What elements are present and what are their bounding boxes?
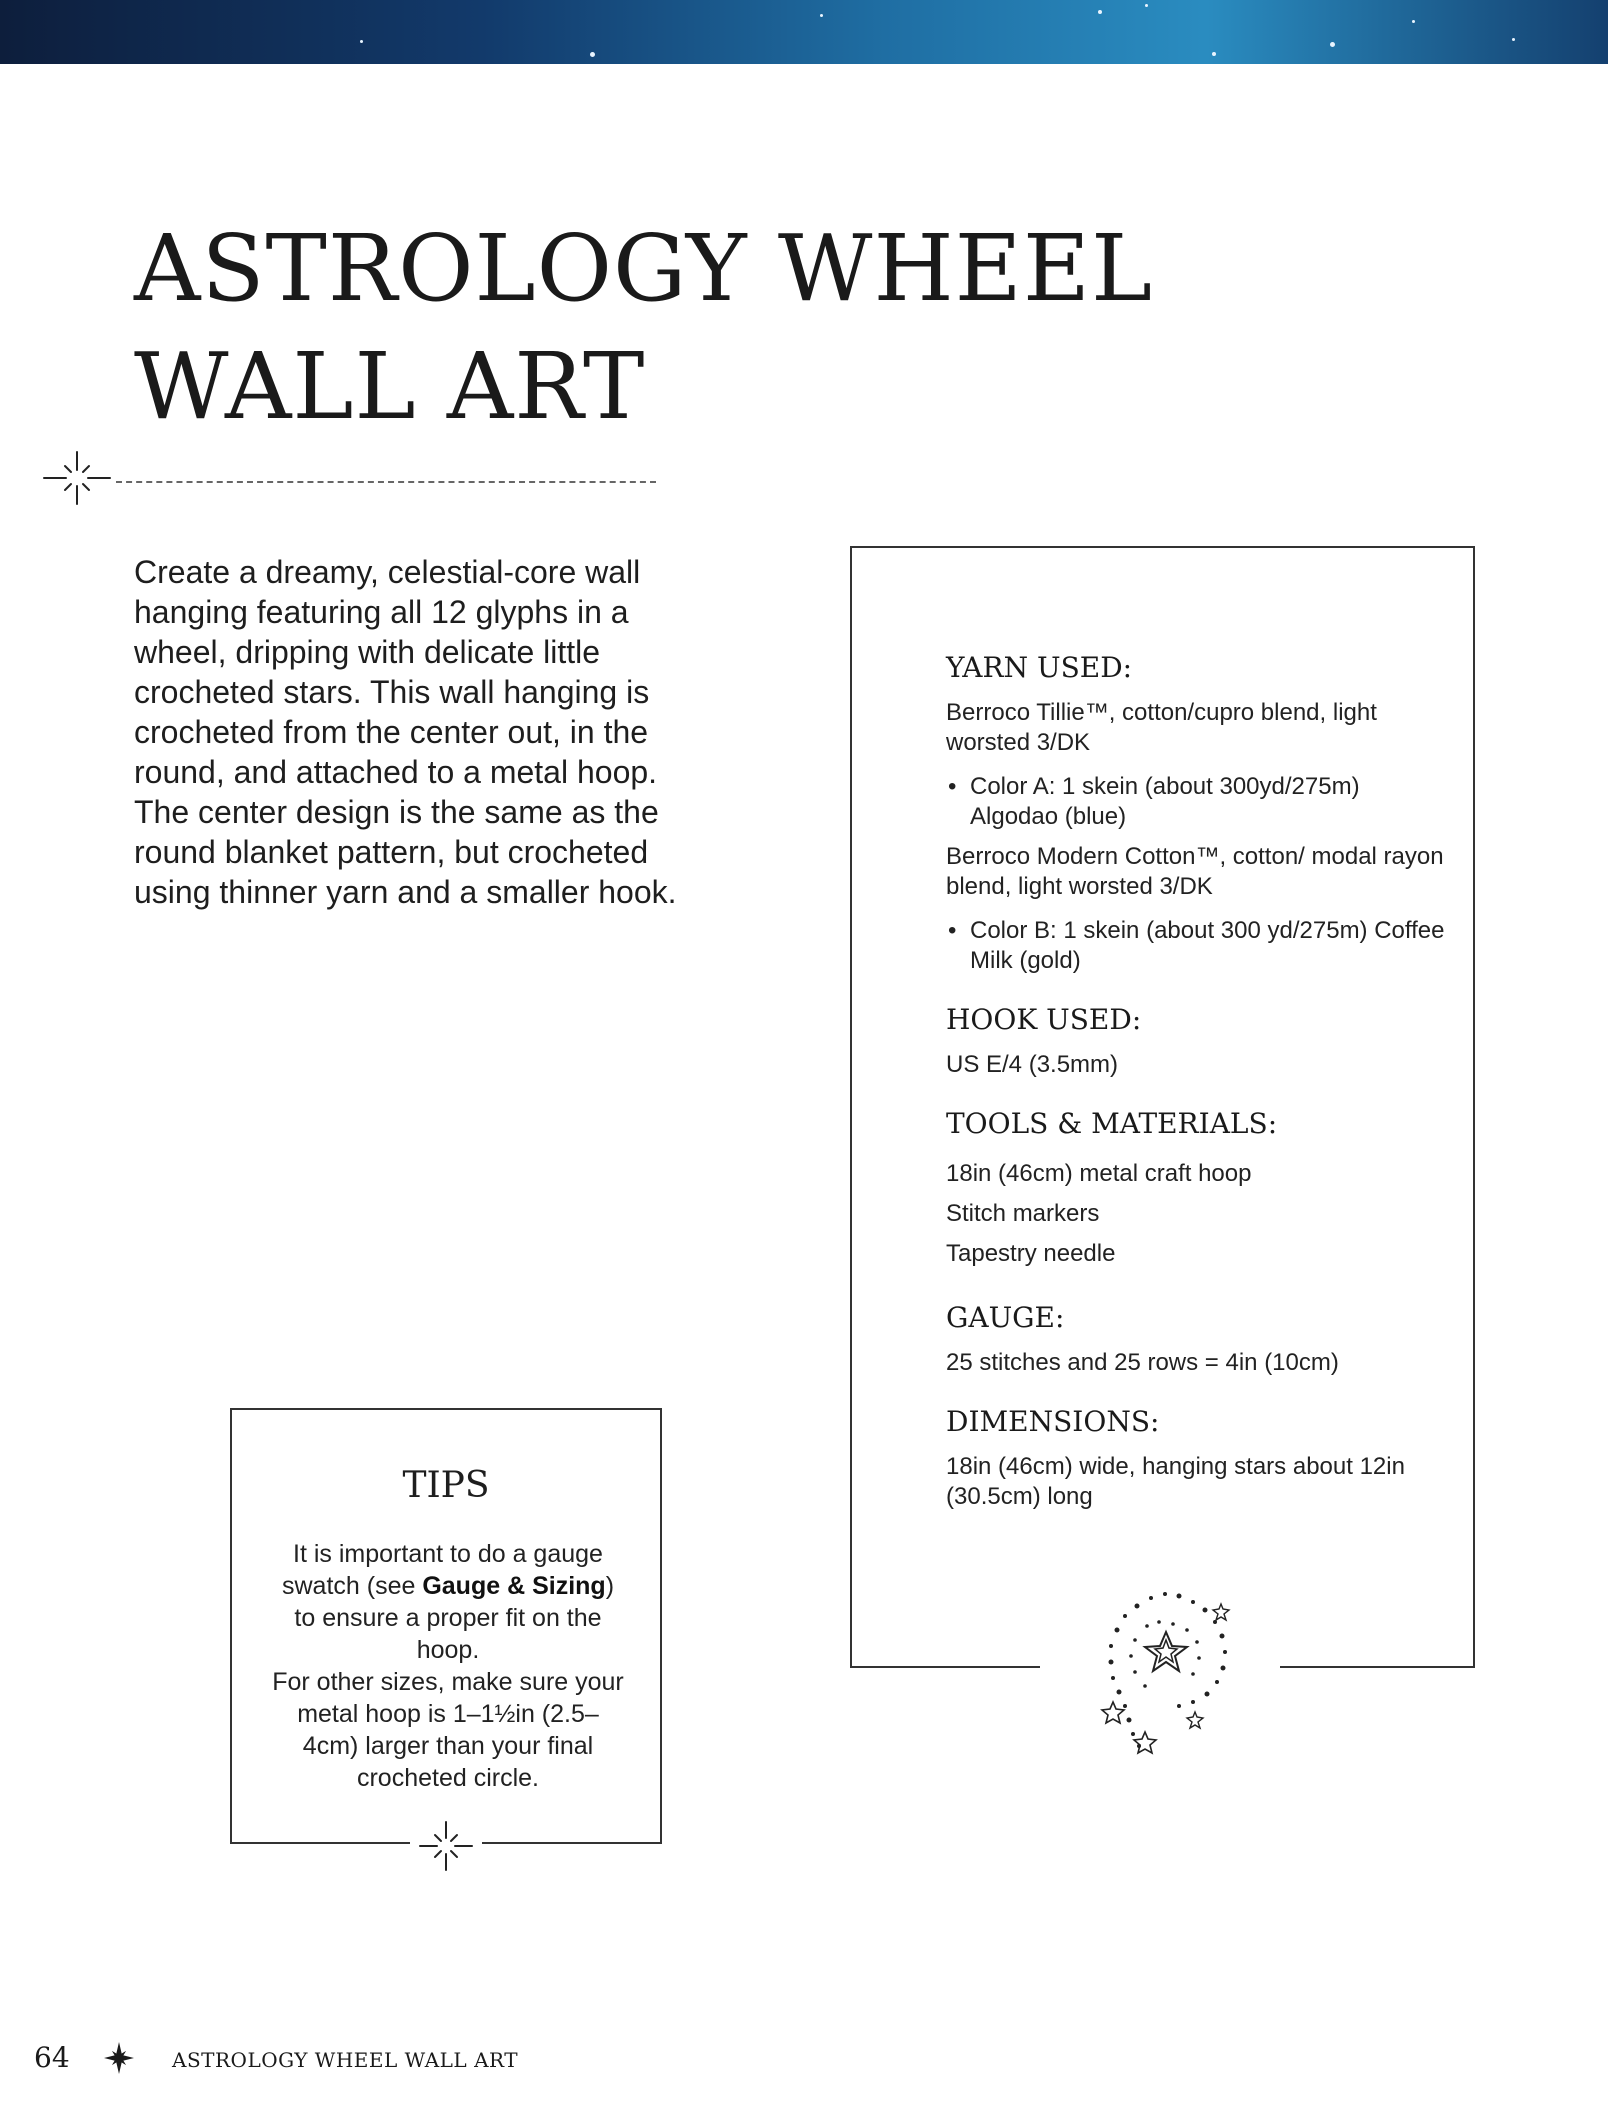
running-head: ASTROLOGY WHEEL WALL ART	[172, 2048, 519, 2072]
yarn-1-color-item: • Color A: 1 skein (about 300yd/275m) Algodao (blue)	[948, 773, 1360, 830]
title-line-2: WALL ART	[134, 333, 646, 440]
page-number: 64	[34, 2041, 70, 2074]
dashed-divider	[116, 481, 656, 483]
dimensions-value: 18in (46cm) wide, hanging stars about 12in (30.5cm) long	[946, 1453, 1405, 1510]
yarn-heading: YARN USED:	[946, 651, 1133, 684]
dimensions-heading: DIMENSIONS:	[946, 1405, 1160, 1438]
dimensions-section	[946, 1404, 1446, 1512]
gauge-section	[946, 1300, 1446, 1378]
tools-item: Stitch markers	[946, 1200, 1100, 1227]
yarn-2-color-item: • Color B: 1 skein (about 300 yd/275m) Coffee Milk (gold)	[948, 917, 1445, 974]
intro-paragraph: Create a dreamy, celestial-core wall hanging featuring all 12 glyphs in a wheel, dripping with delicate little crocheted stars. This wall hanging is crocheted from the center out, in the round, and attached to a metal hoop. The center design is the same as the round blanket pattern, but crocheted using thinner yarn and a smaller hook.	[134, 554, 677, 910]
tools-heading: TOOLS & MATERIALS:	[946, 1107, 1278, 1140]
tools-item: Tapestry needle	[946, 1240, 1116, 1267]
yarn-2-description: Berroco Modern Cotton™, cotton/ modal rayon blend, light worsted 3/DK	[946, 843, 1444, 900]
gauge-value: 25 stitches and 25 rows = 4in (10cm)	[946, 1349, 1339, 1376]
header-starfield-band	[0, 0, 1608, 64]
yarn-1-description: Berroco Tillie™, cotton/cupro blend, light worsted 3/DK	[946, 699, 1377, 756]
tips-heading: TIPS	[402, 1465, 490, 1506]
tips-paragraph-2: For other sizes, make sure your metal hoop is 1–1½in (2.5–4cm) larger than your final crocheted circle.	[272, 1668, 624, 1792]
page-title	[134, 210, 1153, 446]
tools-section	[946, 1106, 1446, 1274]
tools-item: 18in (46cm) metal craft hoop	[946, 1160, 1252, 1187]
hook-value: US E/4 (3.5mm)	[946, 1051, 1119, 1078]
hook-section	[946, 1002, 1446, 1080]
gauge-sizing-reference: Gauge & Sizing	[422, 1572, 606, 1600]
materials-box	[850, 546, 1475, 1668]
four-point-star-icon	[102, 2040, 136, 2076]
sparkle-icon	[40, 446, 114, 510]
yarn-section	[946, 650, 1446, 976]
tips-box	[230, 1408, 662, 1844]
star-swirl-icon	[1075, 1582, 1255, 1762]
gauge-heading: GAUGE:	[946, 1301, 1065, 1334]
title-line-1: ASTROLOGY WHEEL	[134, 215, 1154, 322]
hook-heading: HOOK USED:	[946, 1003, 1142, 1036]
sparkle-icon	[414, 1818, 478, 1874]
tips-paragraph-1: It is important to do a gauge swatch (see Gauge & Sizing) to ensure a proper fit on the hoop.	[281, 1540, 615, 1664]
